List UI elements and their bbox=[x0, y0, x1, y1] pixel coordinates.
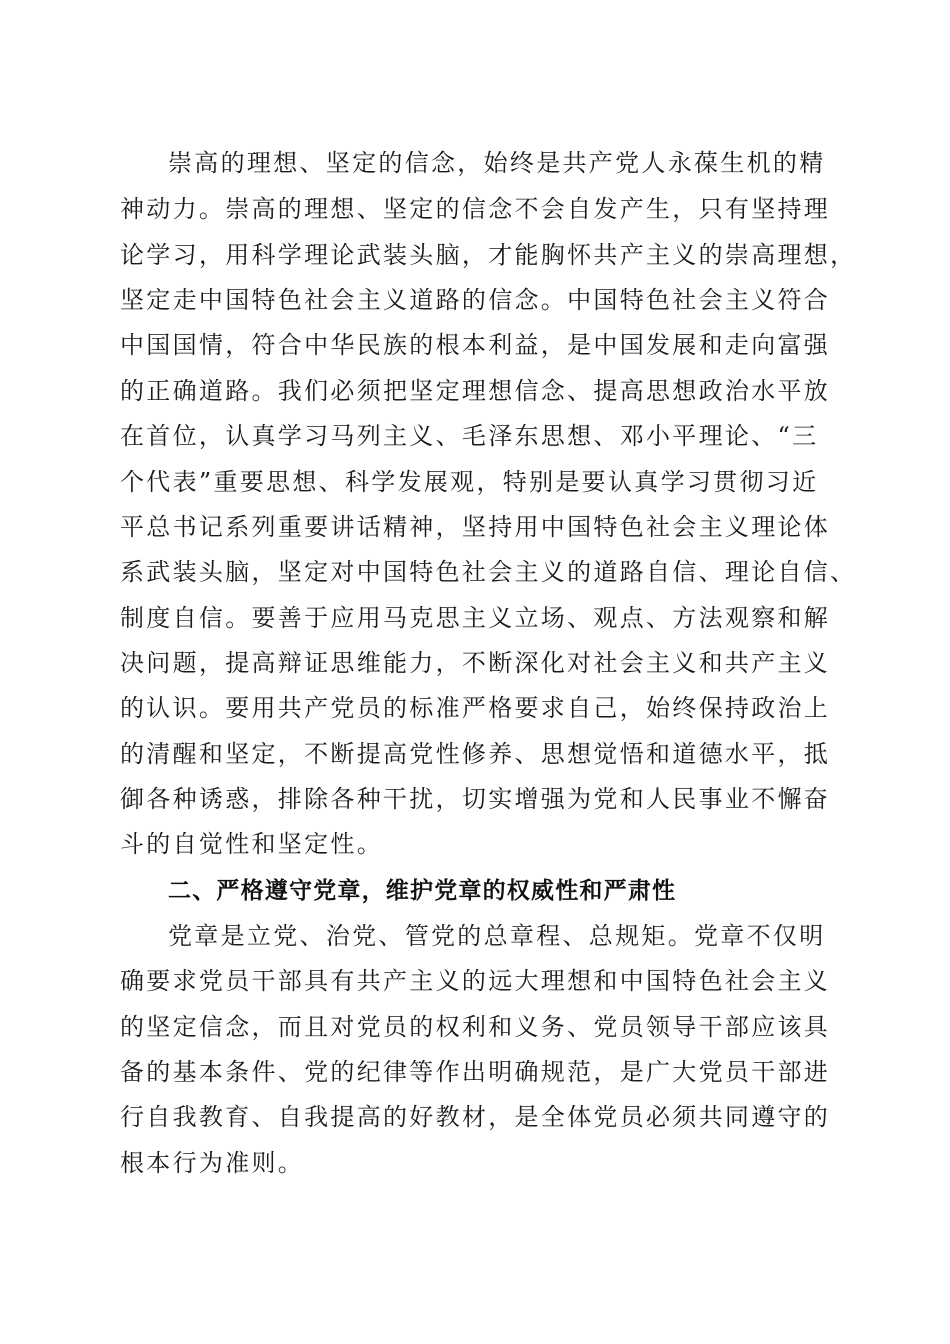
paragraph-line: 御各种诱惑，排除各种干扰，切实增强为党和人民事业不懈奋 bbox=[120, 785, 831, 813]
paragraph-line: 制度自信。要善于应用马克思主义立场、观点、方法观察和解 bbox=[120, 604, 831, 632]
paragraph-line: 的坚定信念，而且对党员的权利和义务、党员领导干部应该具 bbox=[120, 1013, 831, 1041]
paragraph-line: 的清醒和坚定，不断提高党性修养、思想觉悟和道德水平，抵 bbox=[120, 740, 831, 768]
paragraph-line: 个代表”重要思想、科学发展观，特别是要认真学习贯彻习近 bbox=[120, 468, 819, 496]
paragraph-line: 中国国情，符合中华民族的根本利益，是中国发展和走向富强 bbox=[120, 331, 831, 359]
paragraph-line: 行自我教育、自我提高的好教材，是全体党员必须共同遵守的 bbox=[120, 1103, 831, 1131]
paragraph-line: 确要求党员干部具有共产主义的远大理想和中国特色社会主义 bbox=[120, 967, 831, 995]
paragraph-line: 论学习，用科学理论武装头脑，才能胸怀共产主义的崇高理想， bbox=[120, 241, 857, 269]
paragraph-line: 的正确道路。我们必须把坚定理想信念、提高思想政治水平放 bbox=[120, 377, 831, 405]
paragraph-line: 党章是立党、治党、管党的总章程、总规矩。党章不仅明 bbox=[168, 922, 826, 950]
paragraph-line: 崇高的理想、坚定的信念，始终是共产党人永葆生机的精 bbox=[168, 149, 826, 177]
paragraph-line: 斗的自觉性和坚定性。 bbox=[120, 830, 383, 858]
paragraph-line: 备的基本条件、党的纪律等作出明确规范，是广大党员干部进 bbox=[120, 1058, 831, 1086]
paragraph-line: 决问题，提高辩证思维能力，不断深化对社会主义和共产主义 bbox=[120, 649, 831, 677]
section-heading: 二、严格遵守党章，维护党章的权威性和严肃性 bbox=[168, 878, 677, 904]
paragraph-line: 根本行为准则。 bbox=[120, 1149, 305, 1177]
paragraph-line: 神动力。崇高的理想、坚定的信念不会自发产生，只有坚持理 bbox=[120, 195, 831, 223]
paragraph-line: 在首位，认真学习马列主义、毛泽东思想、邓小平理论、“三 bbox=[120, 422, 819, 450]
paragraph-line: 系武装头脑，坚定对中国特色社会主义的道路自信、理论自信、 bbox=[120, 558, 857, 586]
paragraph-line: 的认识。要用共产党员的标准严格要求自己，始终保持政治上 bbox=[120, 694, 831, 722]
paragraph-line: 平总书记系列重要讲话精神，坚持用中国特色社会主义理论体 bbox=[120, 513, 831, 541]
paragraph-line: 坚定走中国特色社会主义道路的信念。中国特色社会主义符合 bbox=[120, 286, 831, 314]
